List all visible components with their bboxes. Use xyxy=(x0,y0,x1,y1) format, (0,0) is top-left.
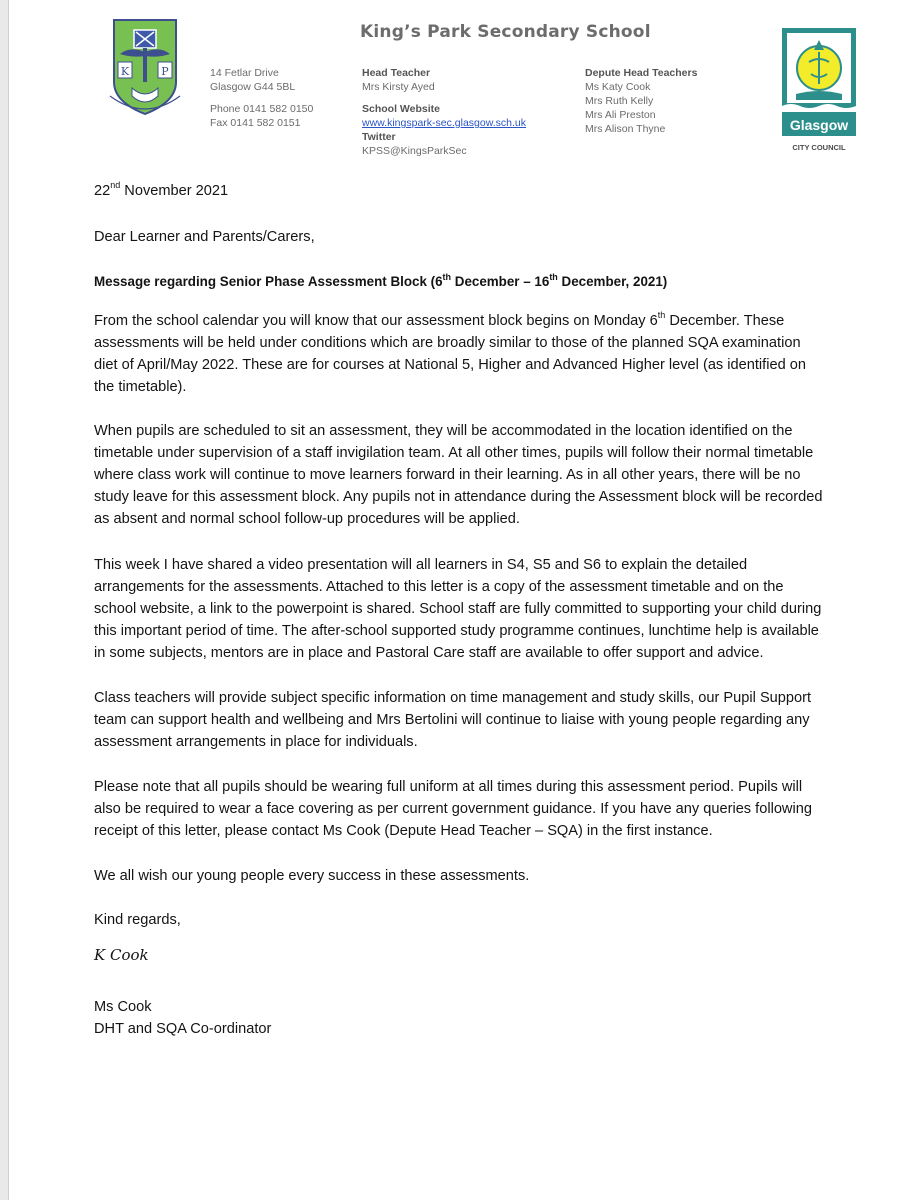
subject-ordinal: th xyxy=(549,271,558,282)
crest-letter-k: K xyxy=(120,65,130,78)
handwritten-signature: K Cook xyxy=(94,946,149,964)
glasgow-city-council-logo xyxy=(782,28,856,154)
depute-name: Mrs Alison Thyne xyxy=(585,123,666,135)
letter-paragraph-3: This week I have shared a video presentation will all learners in S4, S5 and S6 to explain the detailed arrangements for the assessments. Attached to this letter is a copy of the assessment timetable and on the school website, a link to the powerpoint is shared. School staff are fully committed to supporting your child during this important period of time. The after-school supported study programme continues, lunchtime help is available in some subjects, mentors are in place and Pastoral Care staff are available to offer support and advice. xyxy=(94,557,822,661)
date-month-year: November 2021 xyxy=(120,183,229,199)
page-edge-line xyxy=(8,0,9,1200)
paragraph-text: December. These assessments will be held under conditions which are broadly similar to those of the planned SQA examination diet of April/May 2022. These are for courses at National 5, Higher and Advanced Higher level (as identified on the timetable). xyxy=(94,313,806,395)
letter-paragraph-4: Class teachers will provide subject specific information on time management and study skills, our Pupil Support team can support health and wellbeing and Mrs Bertolini will continue to liaise with young people regarding any assessment arrangements in place for individuals. xyxy=(94,690,812,750)
paragraph-ordinal: th xyxy=(657,310,666,321)
head-teacher-name: Mrs Kirsty Ayed xyxy=(362,81,435,93)
school-contacts-block xyxy=(362,66,526,158)
letter-paragraph-2: When pupils are scheduled to sit an assessment, they will be accommodated in the location identified on the timetable under supervision of a staff invigilation team. At all other times, pupils will follow their normal timetable where class work will continue to move learners forward in their learning. As in all other years, there will be no study leave for this assessment block. Any pupils not in attendance during the Assessment block will be recorded as absent and normal school follow-up procedures will be applied. xyxy=(94,423,823,527)
subject-part: December – 16 xyxy=(451,274,550,289)
fax-number: Fax 0141 582 0151 xyxy=(210,117,301,129)
depute-heads-label: Depute Head Teachers xyxy=(585,67,698,79)
school-website-link[interactable]: www.kingspark-sec.glasgow.sch.uk xyxy=(362,117,526,129)
date-ordinal: nd xyxy=(110,180,121,191)
twitter-label: Twitter xyxy=(362,131,396,143)
letter-paragraph-5: Please note that all pupils should be wearing full uniform at all times during this assessment period. Pupils will also be required to wear a face covering as per current government guidance. If you have any queries following receipt of this letter, please contact Ms Cook (Depute Head Teacher – SQA) in the first instance. xyxy=(94,779,812,839)
paragraph-text: From the school calendar you will know that our assessment block begins on Monday 6 xyxy=(94,313,658,329)
school-name-heading: King’s Park Secondary School xyxy=(360,22,651,42)
subject-ordinal: th xyxy=(442,271,452,282)
depute-head-teachers-block xyxy=(585,66,697,136)
page-edge-shadow xyxy=(0,0,8,1200)
letter-date xyxy=(94,180,826,202)
address-line-1: 14 Fetlar Drive xyxy=(210,67,279,79)
subject-part: December, 2021) xyxy=(557,274,668,289)
sender-name: Ms Cook xyxy=(94,999,152,1015)
depute-name: Mrs Ruth Kelly xyxy=(585,95,654,107)
depute-name: Mrs Ali Preston xyxy=(585,109,656,121)
subject-part: Message regarding Senior Phase Assessment Block (6 xyxy=(94,274,443,289)
date-day: 22 xyxy=(94,183,111,199)
letter-greeting: Dear Learner and Parents/Carers, xyxy=(94,229,315,245)
letter-paragraph-1 xyxy=(94,310,826,398)
school-website-label: School Website xyxy=(362,103,440,115)
letter-closing: Kind regards, xyxy=(94,912,181,928)
council-name-text: Glasgow xyxy=(789,117,849,133)
head-teacher-label: Head Teacher xyxy=(362,67,431,79)
letter-subject-line xyxy=(94,271,826,293)
twitter-handle: KPSS@KingsParkSec xyxy=(362,145,467,157)
depute-name: Ms Katy Cook xyxy=(585,81,651,93)
phone-number: Phone 0141 582 0150 xyxy=(210,103,314,115)
address-line-2: Glasgow G44 5BL xyxy=(210,81,296,93)
sender-role: DHT and SQA Co-ordinator xyxy=(94,1021,272,1037)
letter-paragraph-6: We all wish our young people every success in these assessments. xyxy=(94,868,530,884)
crest-letter-p: P xyxy=(161,65,169,78)
school-address-block xyxy=(210,66,313,130)
school-crest-logo xyxy=(108,18,182,118)
council-sub-text: CITY COUNCIL xyxy=(792,143,846,152)
